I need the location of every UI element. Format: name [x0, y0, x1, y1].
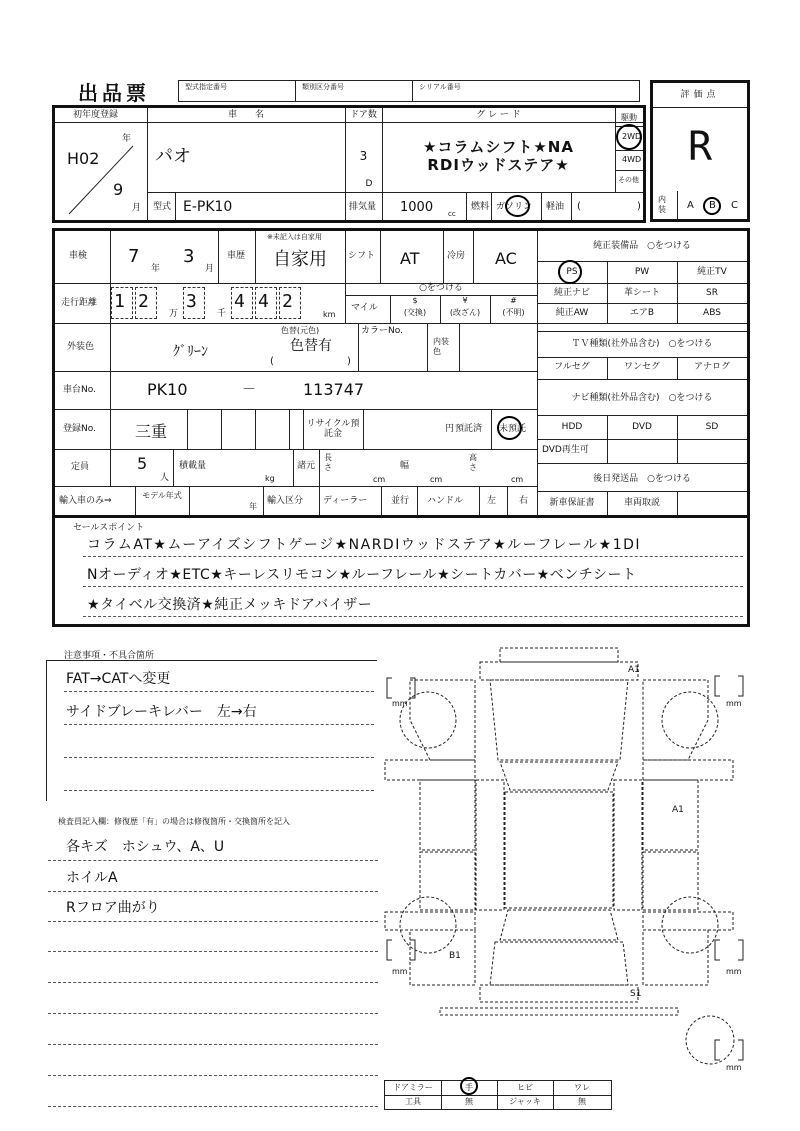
- note-line-1: FAT→CATへ変更: [66, 671, 171, 687]
- mm-unit-rl: mm: [392, 967, 408, 976]
- inspector-line-2: ホイルA: [66, 870, 118, 886]
- color-paren-open: (: [270, 356, 274, 367]
- reg-label: 登録No.: [63, 424, 96, 434]
- drive-4wd: 4WD: [622, 155, 642, 164]
- notes-label: 注意事項・不具合箇所: [64, 651, 155, 661]
- shaken-label: 車検: [69, 251, 88, 261]
- exchange-option: (交換): [403, 308, 427, 317]
- displacement-value: 1000: [400, 200, 434, 215]
- tv-title: ＴＶ種類(社外品含む) ○をつける: [571, 339, 713, 349]
- length-unit: cm: [373, 475, 386, 484]
- mm-unit-fl: mm: [392, 699, 408, 708]
- sales-line-2: Nオーディオ★ETC★キーレスリモコン★ルーフレール★シートカバー★ベンチシート: [87, 567, 637, 583]
- car-diagram: [380, 640, 760, 1065]
- shaken-year: 7: [128, 246, 140, 267]
- chassis-label: 車台No.: [63, 385, 96, 395]
- width-unit: cm: [430, 475, 443, 484]
- shaken-month-suffix: 月: [205, 264, 215, 274]
- interior-b: B: [709, 200, 716, 211]
- car-name: パオ: [155, 146, 191, 167]
- navi-hdd: HDD: [561, 422, 583, 432]
- equip-aw: 純正AW: [555, 308, 589, 318]
- exchange-symbol: $: [412, 296, 418, 305]
- fuel-paren-close: ): [637, 201, 641, 212]
- date-slash: [65, 144, 135, 216]
- doors-value: 3: [359, 149, 368, 163]
- navi-dvd: DVD: [632, 422, 652, 432]
- not-deposited-circle: [497, 416, 522, 440]
- equip-airbag: エアB: [629, 308, 655, 318]
- reg-value: 三重: [135, 422, 168, 441]
- equip-ps: PS: [566, 267, 578, 277]
- ac-value: AC: [495, 249, 517, 268]
- fuel-paren-open: (: [577, 201, 581, 212]
- drive-label: 駆動: [621, 113, 637, 122]
- equipment-title: 純正装備品 ○をつける: [593, 241, 691, 251]
- mirror-label: ドアミラー: [393, 1083, 433, 1092]
- break-label: ワレ: [574, 1083, 590, 1092]
- history-note: ※未記入は自家用: [267, 233, 322, 241]
- navi-title: ナビ種類(社外品含む) ○をつける: [571, 393, 713, 403]
- mm-unit-rr: mm: [726, 967, 742, 976]
- shift-label: シフト: [348, 251, 376, 261]
- load-label: 積載量: [179, 461, 207, 471]
- color-label: 外装色: [67, 342, 95, 352]
- navi-dvd-play: DVD再生可: [542, 445, 589, 455]
- interior-rating: [650, 191, 750, 222]
- jack-value: 無: [578, 1097, 586, 1106]
- drive-2wd-circle: [616, 124, 642, 150]
- interior-label: 内装: [658, 195, 666, 214]
- mirror-value-circle: [460, 1077, 478, 1095]
- serial-box: [412, 80, 640, 102]
- doors-label: ドア数: [350, 110, 377, 120]
- damage-mark-a1-side: A1: [672, 805, 684, 815]
- mileage-digit-2: 2: [138, 291, 149, 312]
- first-reg-label: 初年度登録: [73, 110, 119, 120]
- color-change-label: 色替(元色): [280, 326, 320, 335]
- mirror-value: 手: [465, 1083, 473, 1092]
- damage-mark-a1-front: A1: [628, 665, 640, 675]
- model-no-label: 型式指定番号: [185, 83, 227, 91]
- fuel-gasoline-circle: [505, 195, 530, 217]
- color-paren-close: ): [347, 356, 351, 367]
- tv-analog: アナログ: [693, 362, 730, 372]
- capacity-unit: 人: [160, 473, 170, 483]
- equip-pw: PW: [634, 267, 650, 277]
- sales-point-box: [52, 515, 750, 627]
- mm-unit-spare: mm: [726, 1063, 742, 1072]
- equip-sr: SR: [706, 288, 718, 298]
- displacement-label: 排気量: [349, 202, 377, 212]
- sales-line-3: ★タイベル交換済★純正メッキドアバイザー: [87, 597, 373, 613]
- car-name-label: 車 名: [227, 110, 264, 120]
- chassis-prefix: PK10: [147, 380, 188, 399]
- chassis-no: 113747: [303, 380, 365, 399]
- details-table: [52, 228, 750, 518]
- vehicle-info-table: [52, 105, 646, 223]
- drive-2wd: 2WD: [622, 132, 642, 141]
- history-label: 車歴: [227, 251, 246, 261]
- mileage-km: km: [323, 310, 336, 319]
- color-value: ｸﾞﾘｰﾝ: [173, 344, 208, 360]
- inspector-label: 検査員記入欄：修復歴「有」の場合は修復箇所・交換箇所を記入: [58, 817, 290, 826]
- inspector-line-3: Rフロア曲がり: [66, 900, 160, 916]
- shift-value: AT: [400, 249, 420, 268]
- era-year: H02: [67, 149, 100, 168]
- capacity-value: 5: [137, 454, 148, 473]
- interior-b-circle: [703, 197, 721, 215]
- history-value: 自家用: [273, 249, 327, 270]
- drive-other: その他: [618, 176, 639, 184]
- mm-unit-fr: mm: [726, 699, 742, 708]
- interior-color-label: 内装色: [433, 337, 449, 356]
- deposited: 預託済: [455, 424, 483, 434]
- mirror-tools-table: [384, 1080, 612, 1110]
- equip-abs: ABS: [703, 308, 721, 318]
- unknown-symbol: #: [510, 296, 517, 305]
- sales-line-1: コラムAT★ムーアイズシフトゲージ★NARDIウッドステア★ルーフレール★1DI: [87, 537, 642, 553]
- chassis-dash: －: [242, 382, 256, 398]
- tv-fullseg: フルセグ: [554, 362, 590, 372]
- serial-label: シリアル番号: [419, 83, 461, 91]
- sales-label: セールスポイント: [73, 523, 145, 533]
- mileage-digit-6: 2: [282, 291, 293, 312]
- mileage-digit-1: 1: [114, 291, 125, 312]
- damage-mark-b1: B1: [449, 951, 461, 961]
- interior-c: C: [731, 200, 738, 211]
- docs-warranty: 新車保証書: [549, 498, 595, 508]
- load-unit: kg: [265, 474, 275, 483]
- mileage-label: 走行距離: [61, 298, 98, 308]
- model-year-label: モデル年式: [142, 491, 182, 500]
- capacity-label: 定員: [71, 462, 90, 472]
- model-label: 型式: [153, 202, 172, 212]
- height-unit: cm: [511, 475, 524, 484]
- tv-oneseg: ワンセグ: [623, 362, 660, 372]
- crack-label: ヒビ: [517, 1083, 533, 1092]
- handle-right: 右: [519, 496, 529, 506]
- color-change-value: 色替有: [290, 338, 332, 354]
- cc-unit: cc: [448, 210, 456, 218]
- import-class-label: 輸入区分: [267, 496, 304, 506]
- mileage-man: 万: [169, 309, 179, 319]
- class-no-label: 類別区分番号: [302, 83, 344, 91]
- grade-label: グ レ ー ド: [476, 110, 521, 120]
- import-only-label: 輸入車のみ⇒: [59, 496, 112, 506]
- not-deposited: 未預託: [499, 424, 527, 434]
- height-label: 高さ: [469, 453, 477, 472]
- fuel-diesel: 軽油: [546, 202, 565, 212]
- inspector-line-1: 各キズ ホシュウ、A、U: [66, 839, 225, 855]
- mileage-digit-3: 3: [186, 291, 197, 312]
- form-title: 出品票: [78, 81, 150, 105]
- model-year-unit: 年: [249, 502, 257, 511]
- year-suffix: 年: [122, 134, 132, 144]
- month-suffix: 月: [132, 203, 142, 213]
- jack-label: ジャッキ: [509, 1097, 541, 1106]
- model-value: E-PK10: [183, 199, 233, 215]
- docs-title: 後日発送品 ○をつける: [593, 474, 691, 484]
- unknown-option: (不明): [502, 308, 525, 317]
- interior-a: A: [687, 200, 694, 211]
- class-no-box: [295, 80, 413, 102]
- shaken-year-suffix: 年: [151, 264, 161, 274]
- parallel-option: 並行: [391, 496, 410, 506]
- handle-label: ハンドル: [427, 496, 464, 506]
- reg-month: 9: [113, 180, 124, 199]
- docs-manual: 車両取説: [623, 498, 660, 508]
- shaken-month: 3: [183, 246, 195, 267]
- equip-navi: 純正ナビ: [553, 288, 590, 298]
- dealer-option: ディーラー: [323, 496, 368, 506]
- damage-mark-s1: S1: [630, 989, 642, 999]
- mileage-digit-5: 4: [258, 291, 269, 312]
- tools-label: 工具: [405, 1097, 421, 1106]
- handle-left: 左: [487, 496, 497, 506]
- equip-ps-circle: [558, 260, 582, 284]
- equip-leather: 革シート: [623, 288, 660, 298]
- model-no-box: [178, 80, 296, 102]
- mark-note: ○をつける: [419, 283, 463, 293]
- mileage-digit-4: 4: [234, 291, 245, 312]
- length-label: 長さ: [324, 453, 332, 472]
- dims-label: 諸元: [297, 461, 316, 471]
- yen-unit: 円: [445, 424, 455, 434]
- rating-label: 評価点: [680, 90, 720, 100]
- altered-symbol: ¥: [462, 296, 468, 305]
- rating-value: R: [687, 124, 713, 170]
- mileage-sen: 千: [217, 309, 227, 319]
- width-label: 幅: [400, 461, 410, 471]
- fuel-gasoline: ガソリン: [496, 202, 533, 212]
- altered-option: (改ざん): [449, 308, 481, 317]
- grade-line1: ★コラムシフト★NA: [423, 138, 574, 156]
- color-no-label: カラーNo.: [361, 326, 403, 336]
- mile-option: マイル: [351, 303, 378, 313]
- navi-sd: SD: [705, 422, 719, 432]
- doors-suffix: D: [365, 179, 373, 189]
- tools-value: 無: [465, 1097, 473, 1106]
- recycle-label: リサイクル預託金: [306, 419, 360, 439]
- note-line-2: サイドブレーキレバー 左→右: [66, 704, 257, 720]
- fuel-label: 燃料: [471, 202, 490, 212]
- grade-line2: RDIウッドステア★: [427, 156, 570, 174]
- ac-label: 冷房: [447, 251, 466, 261]
- equip-tv: 純正TV: [697, 267, 727, 277]
